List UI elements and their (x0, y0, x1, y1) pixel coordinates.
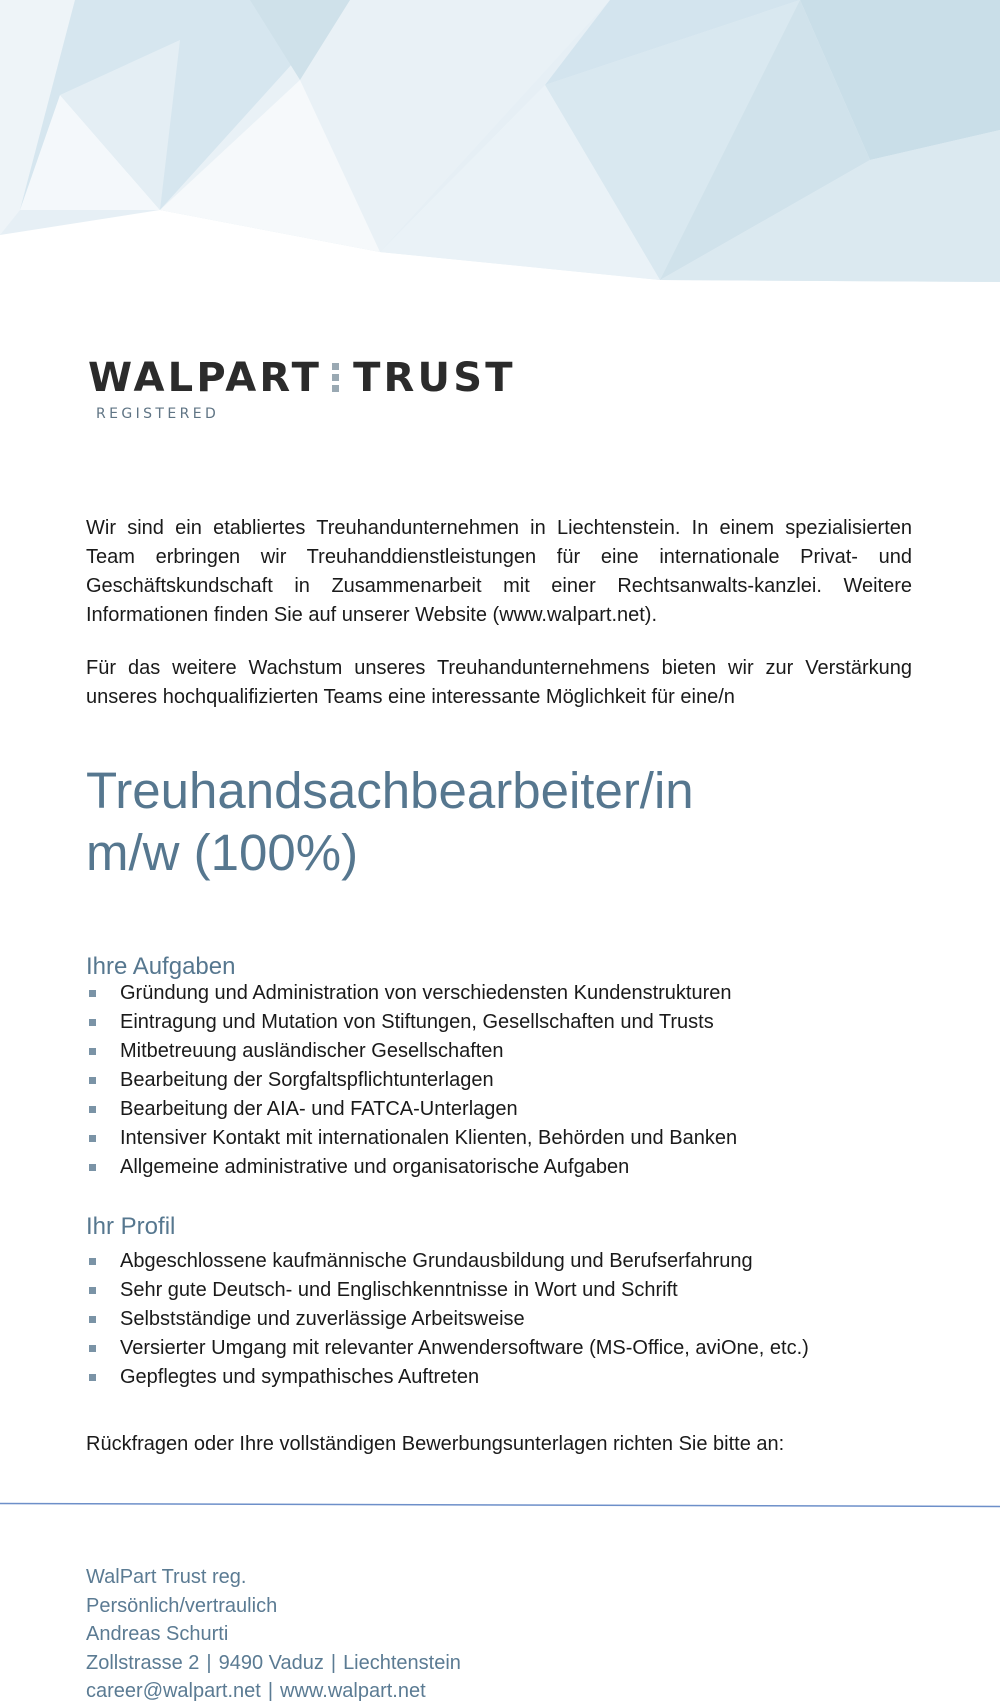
bullet-square-icon (89, 1135, 96, 1142)
list-item (86, 1363, 912, 1392)
bullet-square-icon (89, 1316, 96, 1323)
closing-text: Rückfragen oder Ihre vollständigen Bewerbungsunterlagen richten Sie bitte an: (86, 1433, 785, 1455)
contact-address (86, 1649, 461, 1678)
contact-company: WalPart Trust reg. (86, 1566, 247, 1588)
tasks-heading: Ihre Aufgaben (86, 953, 236, 980)
list-item (86, 1305, 912, 1334)
list-item-text: Bearbeitung der Sorgfaltspflichtunterlagen (120, 1069, 494, 1091)
contact-city: 9490 Vaduz (218, 1651, 324, 1674)
contact-block (86, 1563, 461, 1706)
list-item (86, 979, 912, 1008)
logo-right-word: TRUST (353, 355, 516, 401)
separator: | (267, 1680, 274, 1702)
intro-paragraph-1: Wir sind ein etabliertes Treuhandunternehmen in Liechtenstein. In einem spezialisierten Team erbringen wir Treuhanddienstleistungen für eine internationale Privat- und Geschäftskundschaft in Zusammenarbeit mit einer Rechtsanwalts-kanzlei. Weitere Informationen finden Sie auf unserer Website (www.walpart.net). (86, 517, 912, 626)
bullet-square-icon (89, 1019, 96, 1026)
separator: | (206, 1651, 212, 1674)
profile-heading: Ihr Profil (86, 1213, 176, 1240)
list-item-text: Allgemeine administrative und organisatorische Aufgaben (120, 1156, 630, 1178)
job-title-line-2: m/w (100%) (86, 824, 359, 881)
list-item-text: Gründung und Administration von verschiedensten Kundenstrukturen (120, 982, 732, 1004)
list-item-text: Intensiver Kontakt mit internationalen Klienten, Behörden und Banken (120, 1127, 738, 1149)
list-item (86, 1124, 912, 1153)
tasks-list (86, 979, 912, 1182)
bullet-square-icon (89, 1048, 96, 1055)
bullet-square-icon (89, 1258, 96, 1265)
contact-street: Zollstrasse 2 (86, 1651, 200, 1674)
list-item (86, 1008, 912, 1037)
header-polygon-art (0, 0, 1000, 290)
logo-subtitle: REGISTERED (96, 406, 220, 422)
contact-note: Persönlich/vertraulich (86, 1594, 278, 1617)
list-item-text: Sehr gute Deutsch- und Englischkenntnisse in Wort und Schrift (120, 1279, 678, 1301)
logo-left-word: WALPART (88, 355, 323, 401)
bullet-square-icon (89, 1077, 96, 1084)
logo-wordmark (88, 356, 516, 400)
list-item (86, 1247, 912, 1276)
list-item-text: Eintragung und Mutation von Stiftungen, Gesellschaften und Trusts (120, 1011, 714, 1033)
bullet-square-icon (89, 1345, 96, 1352)
footer-divider (0, 1502, 1000, 1508)
profile-list (86, 1247, 912, 1392)
bullet-square-icon (89, 1106, 96, 1113)
logo-separator-icon (332, 363, 339, 393)
list-item (86, 1095, 912, 1124)
contact-links (86, 1677, 461, 1706)
job-posting-content (86, 514, 912, 1459)
bullet-square-icon (89, 990, 96, 997)
list-item-text: Mitbetreuung ausländischer Gesellschaften (120, 1040, 504, 1062)
bullet-square-icon (89, 1287, 96, 1294)
contact-country: Liechtenstein (343, 1651, 461, 1674)
company-logo (88, 356, 528, 426)
contact-person: Andreas Schurti (86, 1623, 229, 1645)
job-title-line-1: Treuhandsachbearbeiter/in (86, 762, 694, 819)
list-item-text: Selbstständige und zuverlässige Arbeitsweise (120, 1308, 525, 1330)
bullet-square-icon (89, 1164, 96, 1171)
contact-website-link[interactable]: www.walpart.net (280, 1680, 426, 1702)
list-item-text: Versierter Umgang mit relevanter Anwendersoftware (MS-Office, aviOne, etc.) (120, 1337, 809, 1359)
list-item-text: Abgeschlossene kaufmännische Grundausbildung und Berufserfahrung (120, 1250, 753, 1272)
intro-paragraph-2: Für das weitere Wachstum unseres Treuhandunternehmens bieten wir zur Verstärkung unseres hochqualifizierten Teams eine interessante Möglichkeit für eine/n (86, 657, 912, 708)
separator: | (330, 1651, 337, 1674)
list-item (86, 1066, 912, 1095)
list-item-text: Bearbeitung der AIA- und FATCA-Unterlagen (120, 1098, 518, 1120)
job-title (86, 760, 912, 884)
list-item (86, 1334, 912, 1363)
contact-email-link[interactable]: career@walpart.net (86, 1680, 261, 1702)
list-item (86, 1037, 912, 1066)
list-item (86, 1276, 912, 1305)
bullet-square-icon (89, 1374, 96, 1381)
list-item (86, 1153, 912, 1182)
list-item-text: Gepflegtes und sympathisches Auftreten (120, 1366, 480, 1388)
